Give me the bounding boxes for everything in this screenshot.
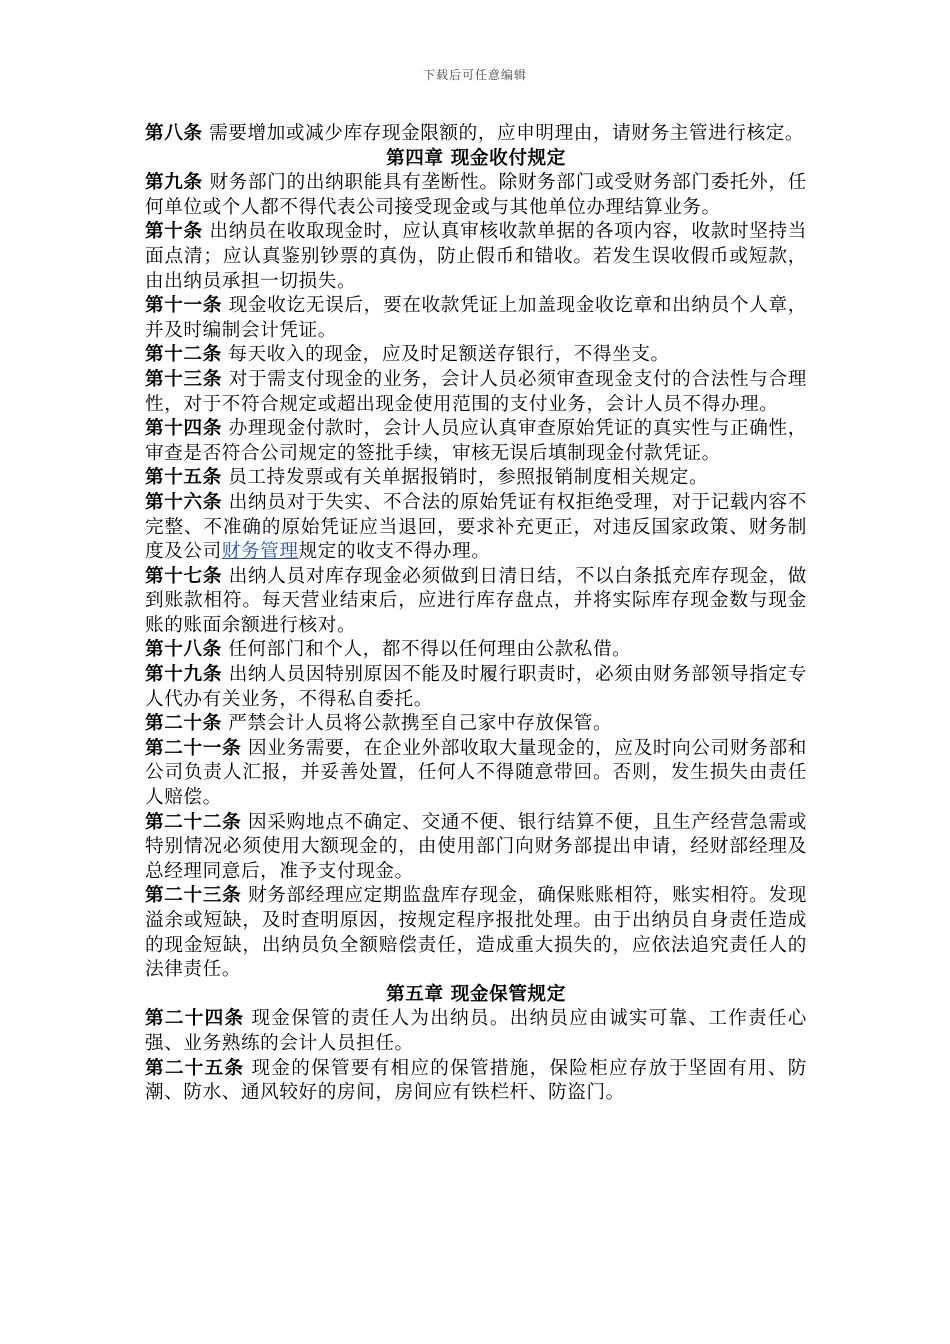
article-paragraph (145, 1007, 807, 1056)
article-label: 第十七条 (145, 565, 223, 587)
finance-management-link[interactable]: 财务管理 (221, 541, 299, 563)
article-paragraph (145, 737, 807, 811)
article-text: 因业务需要，在企业外部收取大量现金的，应及时向公司财务部和公司负责人汇报，并妥善处置，任何人不得随意带回。否则，发生损失由责任人赔偿。 (145, 737, 808, 809)
document-body (145, 122, 807, 1106)
article-paragraph (145, 466, 807, 491)
article-text: 规定的收支不得办理。 (298, 541, 491, 563)
article-label: 第十九条 (145, 664, 223, 686)
article-text: 办理现金付款时，会计人员应认真审查原始凭证的真实性与正确性，审查是否符合公司规定的签批手续，审核无误后填制现金付款凭证。 (145, 418, 808, 464)
article-text: 员工持发票或有关单据报销时，参照报销制度相关规定。 (228, 467, 709, 489)
article-paragraph (145, 811, 807, 885)
article-label: 第八条 (145, 123, 203, 144)
article-text: 出纳员在收取现金时，应认真审核收款单据的各项内容，收款时坚持当面点清；应认真鉴别钞票的真伪，防止假币和错收。若发生误收假币或短款，由出纳员承担一切损失。 (145, 221, 807, 292)
article-text: 出纳员对于失实、不合法的原始凭证有权拒绝受理，对于记载内容不完整、不准确的原始凭证应当退回，要求补充更正，对违反国家政策、财务制度及公司 (145, 491, 808, 563)
article-label: 第二十四条 (145, 1008, 245, 1030)
article-paragraph (145, 884, 807, 982)
article-text: 严禁会计人员将公款携至自己家中存放保管。 (228, 713, 613, 735)
article-text: 现金保管的责任人为出纳员。出纳员应由诚实可靠、工作责任心强、业务熟练的会计人员担任。 (145, 1008, 807, 1054)
article-label: 第二十条 (145, 713, 222, 735)
page-header: 下载后可任意编辑 (422, 68, 527, 82)
article-label: 第二十一条 (145, 737, 242, 759)
article-paragraph (145, 171, 807, 220)
article-label: 第十五条 (145, 467, 222, 489)
article-paragraph (145, 417, 807, 466)
article-text: 财务部门的出纳职能具有垄断性。除财务部门或受财务部门委托外，任何单位或个人都不得代表公司接受现金或与其他单位办理结算业务。 (145, 172, 807, 218)
article-paragraph (145, 122, 807, 147)
article-label: 第十一条 (145, 295, 223, 317)
chapter-heading: 第五章 现金保管规定 (386, 983, 566, 1005)
article-paragraph (145, 220, 807, 294)
article-text: 现金的保管要有相应的保管措施，保险柜应存放于坚固有用、防潮、防水、通风较好的房间，房间应有铁栏杆、防盗门。 (145, 1057, 807, 1104)
article-label: 第九条 (145, 172, 203, 194)
article-paragraph (145, 294, 807, 343)
article-text: 需要增加或减少库存现金限额的，应申明理由，请财务主管进行核定。 (209, 123, 805, 144)
article-paragraph (145, 1057, 807, 1106)
article-paragraph (145, 343, 807, 368)
article-label: 第十三条 (145, 368, 223, 390)
article-label: 第十八条 (145, 639, 222, 661)
article-text: 现金收讫无误后，要在收款凭证上加盖现金收讫章和出纳员个人章，并及时编制会计凭证。 (145, 295, 808, 341)
article-label: 第二十三条 (145, 885, 242, 907)
article-text: 每天收入的现金，应及时足额送存银行，不得坐支。 (228, 344, 670, 366)
article-label: 第十二条 (145, 344, 222, 366)
article-text: 财务部经理应定期监盘库存现金，确保账账相符，账实相符。发现溢余或短缺，及时查明原因，按规定程序报批处理。由于出纳员自身责任造成的现金短缺，出纳员负全额赔偿责任，造成重大损失的，应依法追究责任人的法律责任。 (145, 885, 808, 981)
article-paragraph (145, 712, 807, 737)
article-label: 第十六条 (145, 491, 223, 513)
article-text: 因采购地点不确定、交通不便、银行结算不便，且生产经营急需或特别情况必须使用大额现金的，由使用部门向财务部提出申请，经财部经理及总经理同意后，准予支付现金。 (145, 811, 808, 882)
article-label: 第十条 (145, 221, 203, 243)
article-paragraph (145, 565, 807, 639)
article-text: 对于需支付现金的业务，会计人员必须审查现金支付的合法性与合理性，对于不符合规定或超出现金使用范围的支付业务，会计人员不得办理。 (145, 368, 808, 415)
article-label: 第二十二条 (145, 811, 242, 833)
article-text: 出纳人员因特别原因不能及时履行职责时，必须由财务部领导指定专人代办有关业务，不得私自委托。 (145, 664, 808, 710)
article-paragraph (145, 663, 807, 712)
article-text: 任何部门和个人，都不得以任何理由公款私借。 (228, 639, 632, 661)
article-paragraph (145, 491, 807, 565)
article-label: 第十四条 (145, 418, 223, 440)
article-paragraph (145, 368, 807, 417)
article-paragraph (145, 638, 807, 663)
article-label: 第二十五条 (145, 1057, 245, 1079)
article-text: 出纳人员对库存现金必须做到日清日结，不以白条抵充库存现金，做到账款相符。每天营业结束后，应进行库存盘点，并将实际库存现金数与现金账的账面余额进行核对。 (145, 565, 808, 636)
chapter-heading: 第四章 现金收付规定 (386, 147, 566, 169)
